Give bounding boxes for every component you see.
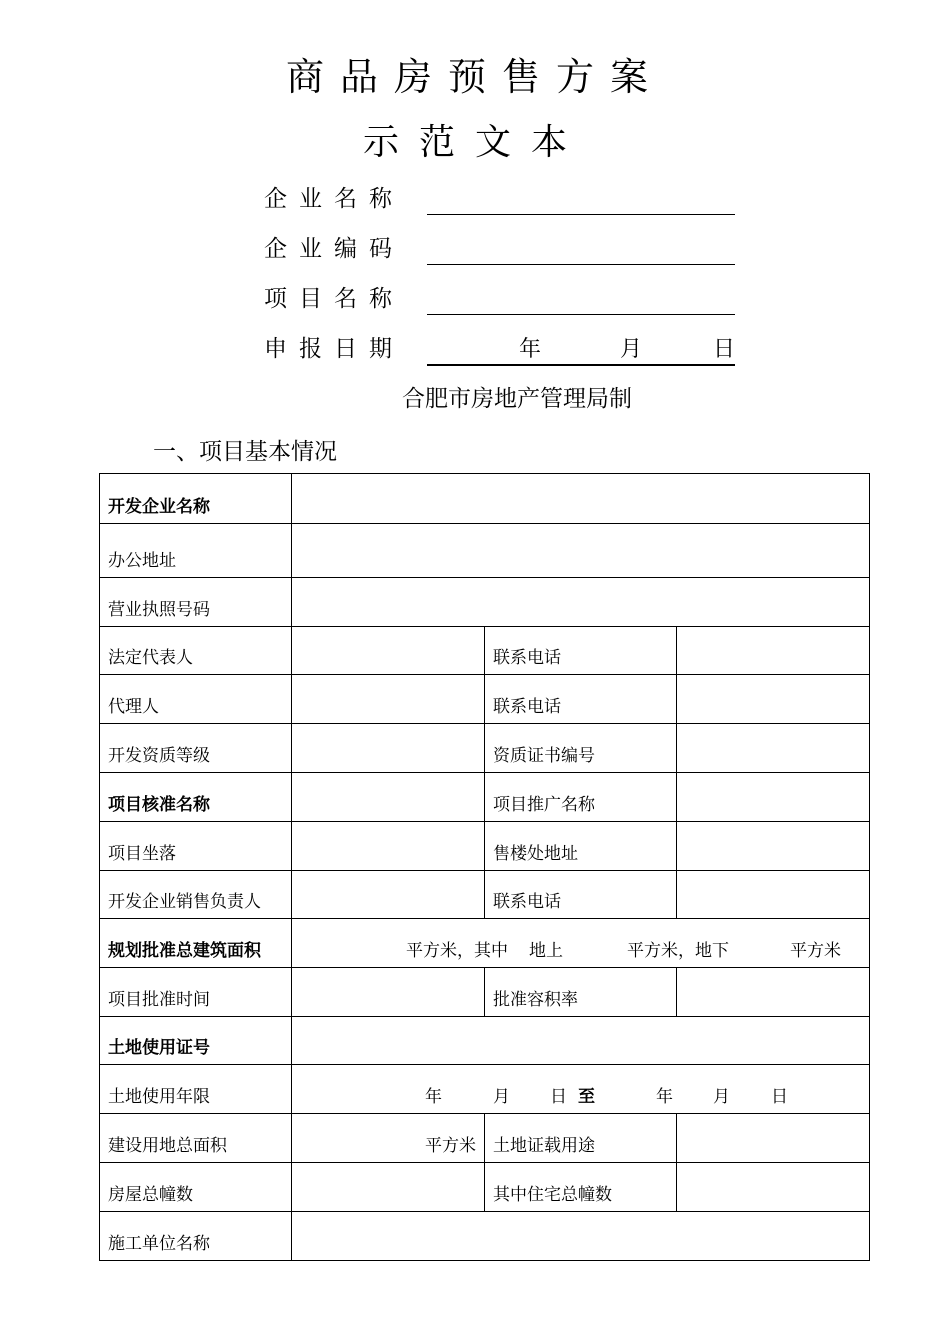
label-developer-name: 开发企业名称 <box>100 474 292 524</box>
term-end-year: 年 <box>656 1087 673 1107</box>
label-project-location: 项目坐落 <box>100 822 292 871</box>
term-end-day: 日 <box>771 1087 788 1107</box>
label-land-use: 土地证载用途 <box>485 1114 677 1163</box>
table-row <box>100 524 870 578</box>
label-agent: 代理人 <box>100 675 292 724</box>
value-promo-name[interactable] <box>677 773 870 822</box>
table-row <box>100 1017 870 1065</box>
label-qualification-cert: 资质证书编号 <box>485 724 677 773</box>
company-code-label: 企业编码 <box>264 236 404 262</box>
area-unit-below: 平方米，地下 <box>627 941 729 961</box>
label-qualification-level: 开发资质等级 <box>100 724 292 773</box>
label-sales-office: 售楼处地址 <box>485 822 677 871</box>
value-qualification-level[interactable] <box>292 724 485 773</box>
project-info-table <box>99 473 870 1261</box>
label-land-total-area: 建设用地总面积 <box>100 1114 292 1163</box>
label-legal-rep-phone: 联系电话 <box>485 627 677 675</box>
label-residential-buildings: 其中住宅总幢数 <box>485 1163 677 1212</box>
label-contractor-name: 施工单位名称 <box>100 1212 292 1261</box>
value-qualification-cert[interactable] <box>677 724 870 773</box>
term-end-month: 月 <box>713 1087 730 1107</box>
label-approved-far: 批准容积率 <box>485 968 677 1017</box>
value-agent[interactable] <box>292 675 485 724</box>
value-contractor-name[interactable] <box>292 1212 870 1261</box>
issuer: 合肥市房地产管理局制 <box>402 386 632 412</box>
value-approved-far[interactable] <box>677 968 870 1017</box>
label-approval-time: 项目批准时间 <box>100 968 292 1017</box>
value-legal-rep-phone[interactable] <box>677 627 870 675</box>
table-row <box>100 474 870 524</box>
value-land-cert-no[interactable] <box>292 1017 870 1065</box>
company-name-label: 企业名称 <box>264 186 404 212</box>
company-name-input-line[interactable] <box>427 214 735 215</box>
label-approved-project-name: 项目核准名称 <box>100 773 292 822</box>
date-day: 日 <box>713 337 736 362</box>
report-date-field <box>264 328 744 368</box>
table-row <box>100 871 870 919</box>
value-sales-manager-phone[interactable] <box>677 871 870 919</box>
table-row <box>100 968 870 1017</box>
table-row <box>100 1212 870 1261</box>
value-land-use[interactable] <box>677 1114 870 1163</box>
value-legal-rep[interactable] <box>292 627 485 675</box>
table-row <box>100 724 870 773</box>
label-planned-total-area: 规划批准总建筑面积 <box>100 919 292 968</box>
value-land-total-area[interactable]: 平方米 <box>292 1114 485 1163</box>
label-land-cert-no: 土地使用证号 <box>100 1017 292 1065</box>
value-license-number[interactable] <box>292 578 870 627</box>
label-agent-phone: 联系电话 <box>485 675 677 724</box>
section-heading: 一、项目基本情况 <box>153 439 337 465</box>
label-sales-manager-phone: 联系电话 <box>485 871 677 919</box>
table-row <box>100 675 870 724</box>
value-approved-project-name[interactable] <box>292 773 485 822</box>
report-date-input-line[interactable] <box>427 364 735 366</box>
value-office-address[interactable] <box>292 524 870 578</box>
table-row <box>100 1114 870 1163</box>
table-row <box>100 822 870 871</box>
value-total-buildings[interactable] <box>292 1163 485 1212</box>
table-row <box>100 578 870 627</box>
document-subtitle: 示范文本 <box>362 122 587 163</box>
report-date-label: 申报日期 <box>264 336 404 362</box>
table-row <box>100 919 870 968</box>
document-title: 商品房预售方案 <box>285 55 664 99</box>
table-row <box>100 1065 870 1114</box>
value-residential-buildings[interactable] <box>677 1163 870 1212</box>
project-name-label: 项目名称 <box>264 286 404 312</box>
value-land-term[interactable] <box>292 1065 870 1114</box>
project-name-input-line[interactable] <box>427 314 735 315</box>
table-row <box>100 773 870 822</box>
value-planned-total-area[interactable] <box>292 919 870 968</box>
label-sales-manager: 开发企业销售负责人 <box>100 871 292 919</box>
term-to: 至 <box>578 1087 595 1107</box>
value-sales-office[interactable] <box>677 822 870 871</box>
table-row <box>100 627 870 675</box>
label-office-address: 办公地址 <box>100 524 292 578</box>
label-legal-rep: 法定代表人 <box>100 627 292 675</box>
label-total-buildings: 房屋总幢数 <box>100 1163 292 1212</box>
company-name-field <box>264 178 744 218</box>
value-approval-time[interactable] <box>292 968 485 1017</box>
company-code-input-line[interactable] <box>427 264 735 265</box>
value-sales-manager[interactable] <box>292 871 485 919</box>
date-year: 年 <box>519 337 542 362</box>
date-month: 月 <box>620 337 643 362</box>
table-row <box>100 1163 870 1212</box>
term-start-year: 年 <box>425 1087 442 1107</box>
label-land-term: 土地使用年限 <box>100 1065 292 1114</box>
company-code-field <box>264 228 744 268</box>
area-unit-of-which: 平方米，其中 <box>406 941 508 961</box>
label-promo-name: 项目推广名称 <box>485 773 677 822</box>
value-agent-phone[interactable] <box>677 675 870 724</box>
value-developer-name[interactable] <box>292 474 870 524</box>
label-license-number: 营业执照号码 <box>100 578 292 627</box>
area-unit-end: 平方米 <box>790 941 841 961</box>
project-name-field <box>264 278 744 318</box>
value-project-location[interactable] <box>292 822 485 871</box>
area-above-ground-label: 地上 <box>529 941 563 961</box>
term-start-month: 月 <box>493 1087 510 1107</box>
term-start-day: 日 <box>550 1087 567 1107</box>
